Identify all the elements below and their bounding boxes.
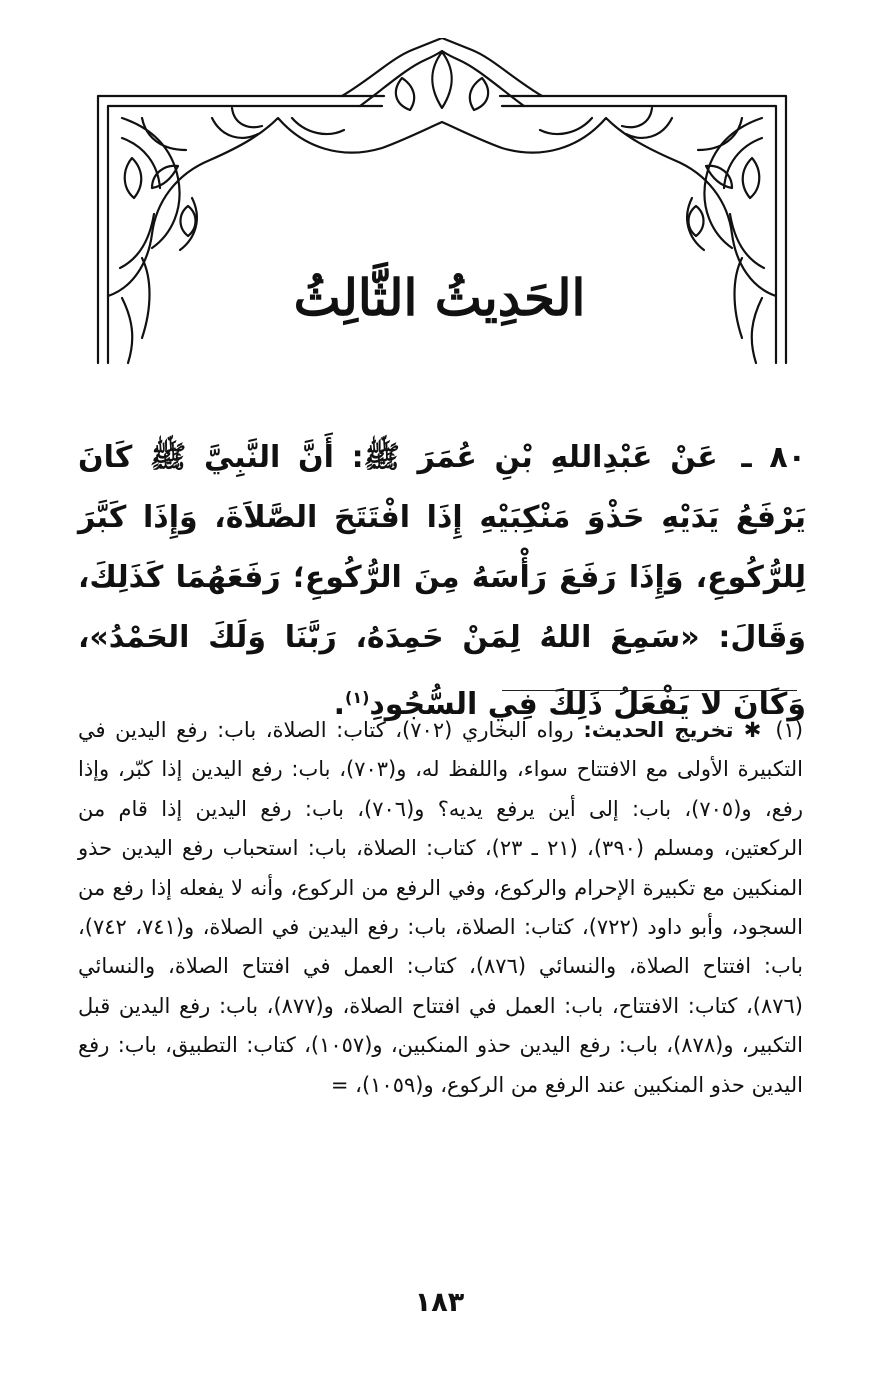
footnote-label: ✱ تخريج الحديث: [583, 718, 762, 742]
footnote-text: رواه البخاري (٧٠٢)، كتاب: الصلاة، باب: رفع اليدين في التكبيرة الأولى مع الافتتاح سواء، واللفظ له، و(٧٠٣)، باب: رفع اليدين إذا كبّر، وإذا رفع، و(٧٠٥)، باب: إلى أين يرفع يديه؟ و(٧٠٦)، باب: رفع اليدين إذا قام من الركعتين، ومسلم (٣٩٠)، (٢١ ـ ٢٣)، كتاب: الصلاة، باب: استحباب رفع اليدين حذو المنكبين مع تكبيرة الإحرام والركوع، وفي الرفع من الركوع، وأنه لا يفعله إذا رفع من السجود، وأبو داود (٧٢٢)، كتاب: الصلاة، باب: رفع اليدين في الصلاة، و(٧٤١، ٧٤٢)، باب: افتتاح الصلاة، والنسائي (٨٧٦)، كتاب: العمل في افتتاح الصلاة، والنسائي (٨٧٦)، كتاب: الافتتاح، باب: العمل في افتتاح الصلاة، و(٨٧٧)، باب: رفع اليدين قبل التكبير، و(٨٧٨)، باب: رفع اليدين حذو المنكبين، و(١٠٥٧)، كتاب: التطبيق، باب: رفع اليدين حذو المنكبين عند الرفع من الركوع، و(١٠٥٩)، = [78, 718, 804, 1097]
hadith-body [78, 428, 806, 735]
footnote-divider [502, 690, 797, 691]
page-number: ١٨٣ [414, 1287, 465, 1318]
footnote-reference: (١) [345, 688, 370, 707]
hadith-paragraph [78, 428, 806, 735]
footnote-paragraph [78, 711, 803, 1105]
footnote-marker: (١) [775, 718, 804, 742]
hadith-end: . [333, 687, 346, 722]
hadith-number: ٨٠ ـ [741, 440, 806, 475]
footnote [78, 711, 803, 1105]
hadith-text: عَنْ عَبْدِاللهِ بْنِ عُمَرَ ﷺ: أَنَّ النَّبِيَّ ﷺ كَانَ يَرْفَعُ يَدَيْهِ حَذْوَ مَنْكِبَيْهِ إِذَا افْتَتَحَ الصَّلاَةَ، وَإِذَا كَبَّرَ لِلرُّكُوعِ، وَإِذَا رَفَعَ رَأْسَهُ مِنَ الرُّكُوعِ؛ رَفَعَهُمَا كَذَلِكَ، وَقَالَ: «سَمِعَ اللهُ لِمَنْ حَمِدَهُ، رَبَّنَا وَلَكَ الحَمْدُ»، وَكَانَ لا يَفْعَلُ ذَلِكَ فِي السُّجُودِ [78, 440, 806, 722]
chapter-heading: الحَدِيثُ الثَّالِثُ [293, 268, 586, 327]
